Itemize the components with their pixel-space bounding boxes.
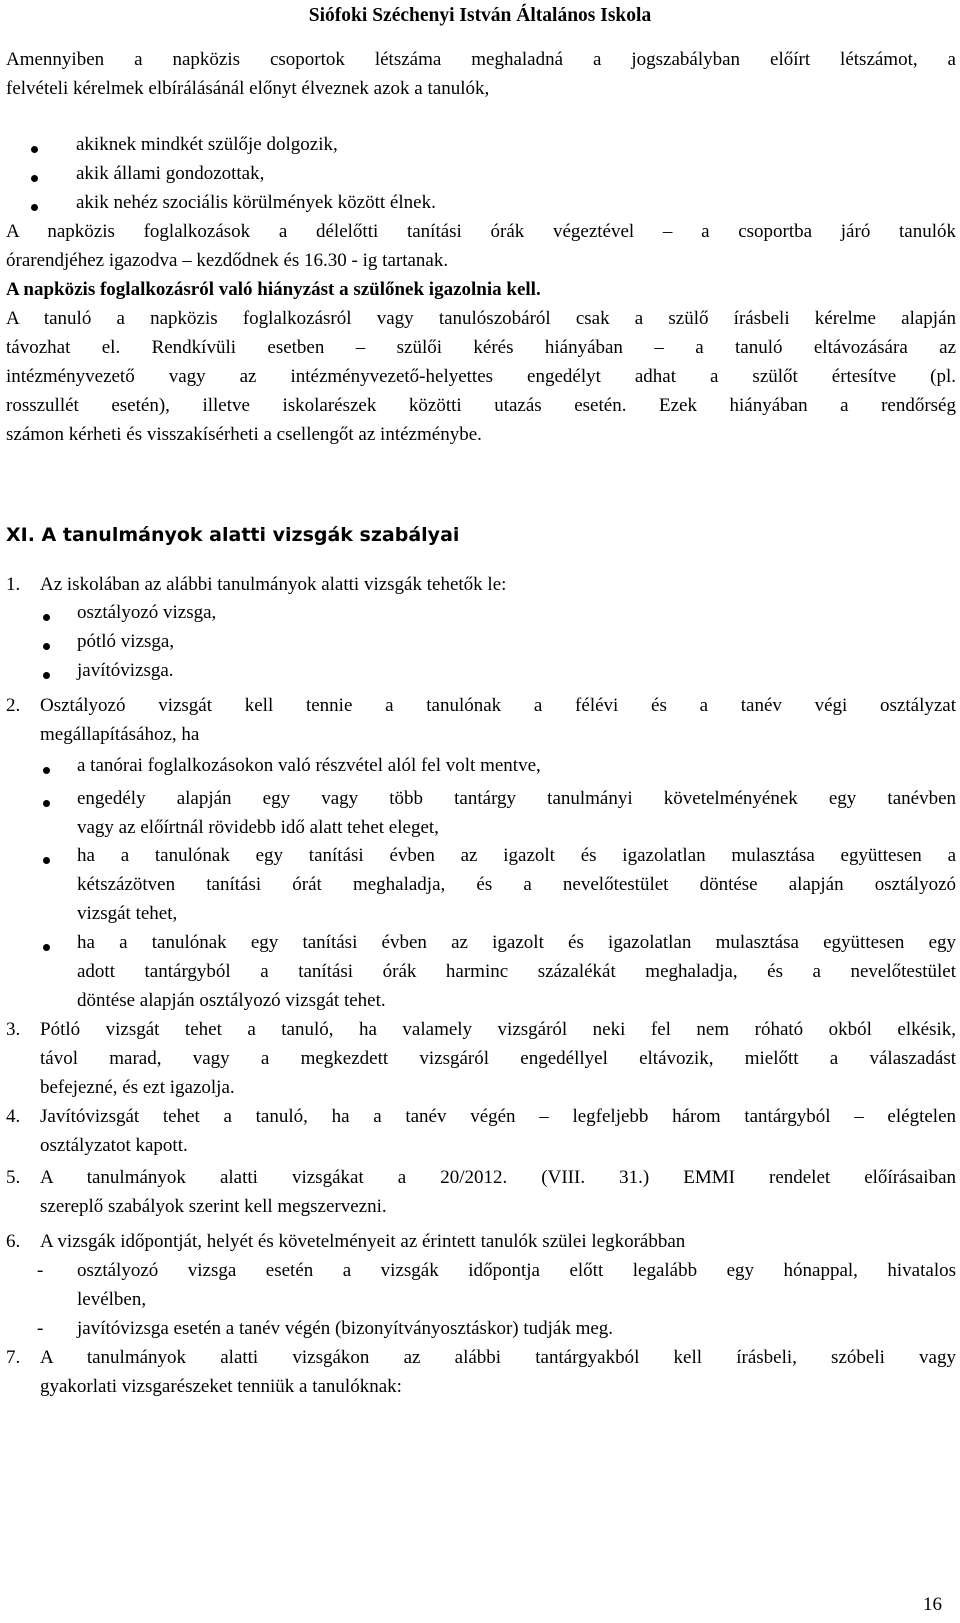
item-2-bullet-4-line-2: adott tantárgyból a tanítási órák harminc százalékát meghaladja, és a nevelőtestület (77, 961, 956, 982)
item-7-line-2: gyakorlati vizsgarészeket tenniük a tanulóknak: (40, 1376, 402, 1397)
dash-marker: - (37, 1318, 44, 1339)
page-number: 16 (923, 1594, 942, 1615)
item-2-bullet-2-line-2: vagy az előírtnál rövidebb idő alatt tehet eleget, (77, 817, 439, 838)
bullet-dot (31, 175, 38, 182)
item-6-dash-2: javítóvizsga esetén a tanév végén (bizonyítványosztáskor) tudják meg. (77, 1318, 614, 1339)
intro-bullet-3: akik nehéz szociális körülmények között élnek. (76, 192, 436, 213)
intro-bullet-2: akik állami gondozottak, (76, 163, 265, 184)
napkozi-bold-line: A napközis foglalkozásról való hiányzást a szülőnek igazolnia kell. (6, 279, 541, 300)
bullet-dot (43, 643, 50, 650)
item-4-line-2: osztályzatot kapott. (40, 1135, 188, 1156)
item-1-bullet-1: osztályozó vizsga, (77, 602, 217, 623)
napkozi-line-1: A napközis foglalkozások a délelőtti tanítási órák végeztével – a csoportba járó tanulók (6, 221, 956, 242)
section-heading: XI. A tanulmányok alatti vizsgák szabályai (6, 524, 460, 546)
item-2-bullet-3-line-3: vizsgát tehet, (77, 903, 178, 924)
item-1-bullet-2: pótló vizsga, (77, 631, 175, 652)
intro-bullet-1: akiknek mindkét szülője dolgozik, (76, 134, 338, 155)
napkozi-line-2: órarendjéhez igazodva – kezdődnek és 16.30 - ig tartanak. (6, 250, 449, 271)
item-6-dash-1-line-2: levélben, (77, 1289, 147, 1310)
bullet-dot (43, 614, 50, 621)
intro-line-2: felvételi kérelmek elbírálásánál előnyt élveznek azok a tanulók, (6, 78, 490, 99)
item-number-1: 1. (6, 574, 21, 595)
item-6-line-1: A vizsgák időpontját, helyét és követelményeit az érintett tanulók szülei legkorábban (40, 1231, 686, 1252)
item-6-dash-1-line-1: osztályozó vizsga esetén a vizsgák időpontja előtt legalább egy hónappal, hivatalos (77, 1260, 956, 1281)
item-number-6: 6. (6, 1231, 21, 1252)
item-1-bullet-3: javítóvizsga. (77, 660, 174, 681)
item-2-line-1: Osztályozó vizsgát kell tennie a tanulónak a félévi és a tanév végi osztályzat (40, 695, 956, 716)
item-3-line-2: távol marad, vagy a megkezdett vizsgáról engedéllyel eltávozik, mielőtt a válaszadást (40, 1048, 956, 1069)
napkozi-line-4: A tanuló a napközis foglalkozásról vagy tanulószobáról csak a szülő írásbeli kérelme alapján (6, 308, 956, 329)
intro-line-1: Amennyiben a napközis csoportok létszáma meghaladná a jogszabályban előírt létszámot, a (6, 49, 956, 70)
item-2-bullet-1: a tanórai foglalkozásokon való részvétel alól fel volt mentve, (77, 755, 541, 776)
bullet-dot (43, 944, 50, 951)
napkozi-line-7: rosszullét esetén), illetve iskolarészek közötti utazás esetén. Ezek hiányában a rendőrség (6, 395, 956, 416)
dash-marker: - (37, 1260, 44, 1281)
school-header: Siófoki Széchenyi István Általános Iskola (308, 5, 652, 26)
item-number-5: 5. (6, 1167, 21, 1188)
item-7-line-1: A tanulmányok alatti vizsgákon az alábbi tantárgyakból kell írásbeli, szóbeli vagy (40, 1347, 956, 1368)
bullet-dot (43, 672, 50, 679)
bullet-dot (31, 146, 38, 153)
item-4-line-1: Javítóvizsgát tehet a tanuló, ha a tanév végén – legfeljebb három tantárgyból – elégtelen (40, 1106, 956, 1127)
bullet-dot (43, 857, 50, 864)
item-number-2: 2. (6, 695, 21, 716)
item-3-line-3: befejezné, és ezt igazolja. (40, 1077, 235, 1098)
bullet-dot (31, 204, 38, 211)
item-2-line-2: megállapításához, ha (40, 724, 200, 745)
item-3-line-1: Pótló vizsgát tehet a tanuló, ha valamely vizsgáról neki fel nem róható okból elkésik, (40, 1019, 956, 1040)
item-number-4: 4. (6, 1106, 21, 1127)
item-1-text: Az iskolában az alábbi tanulmányok alatti vizsgák tehetők le: (40, 574, 507, 595)
item-number-3: 3. (6, 1019, 21, 1040)
item-2-bullet-2-line-1: engedély alapján egy vagy több tantárgy tanulmányi követelményének egy tanévben (77, 788, 956, 809)
item-5-line-2: szereplő szabályok szerint kell megszervezni. (40, 1196, 387, 1217)
item-2-bullet-4-line-1: ha a tanulónak egy tanítási évben az igazolt és igazolatlan mulasztása együttesen egy (77, 932, 956, 953)
bullet-dot (43, 767, 50, 774)
item-2-bullet-4-line-3: döntése alapján osztályozó vizsgát tehet. (77, 990, 386, 1011)
item-2-bullet-3-line-2: kétszázötven tanítási órát meghaladja, és a nevelőtestület döntése alapján osztályozó (77, 874, 956, 895)
bullet-dot (43, 800, 50, 807)
item-5-line-1: A tanulmányok alatti vizsgákat a 20/2012. (VIII. 31.) EMMI rendelet előírásaiban (40, 1167, 956, 1188)
item-number-7: 7. (6, 1347, 21, 1368)
napkozi-line-8: számon kérheti és visszakísérheti a csellengőt az intézménybe. (6, 424, 482, 445)
napkozi-line-6: intézményvezető vagy az intézményvezető-helyettes engedélyt adhat a szülőt értesítve (pl. (6, 366, 956, 387)
item-2-bullet-3-line-1: ha a tanulónak egy tanítási évben az igazolt és igazolatlan mulasztása együttesen a (77, 845, 956, 866)
napkozi-line-5: távozhat el. Rendkívüli esetben – szülői kérés hiányában – a tanuló eltávozására az (6, 337, 956, 358)
